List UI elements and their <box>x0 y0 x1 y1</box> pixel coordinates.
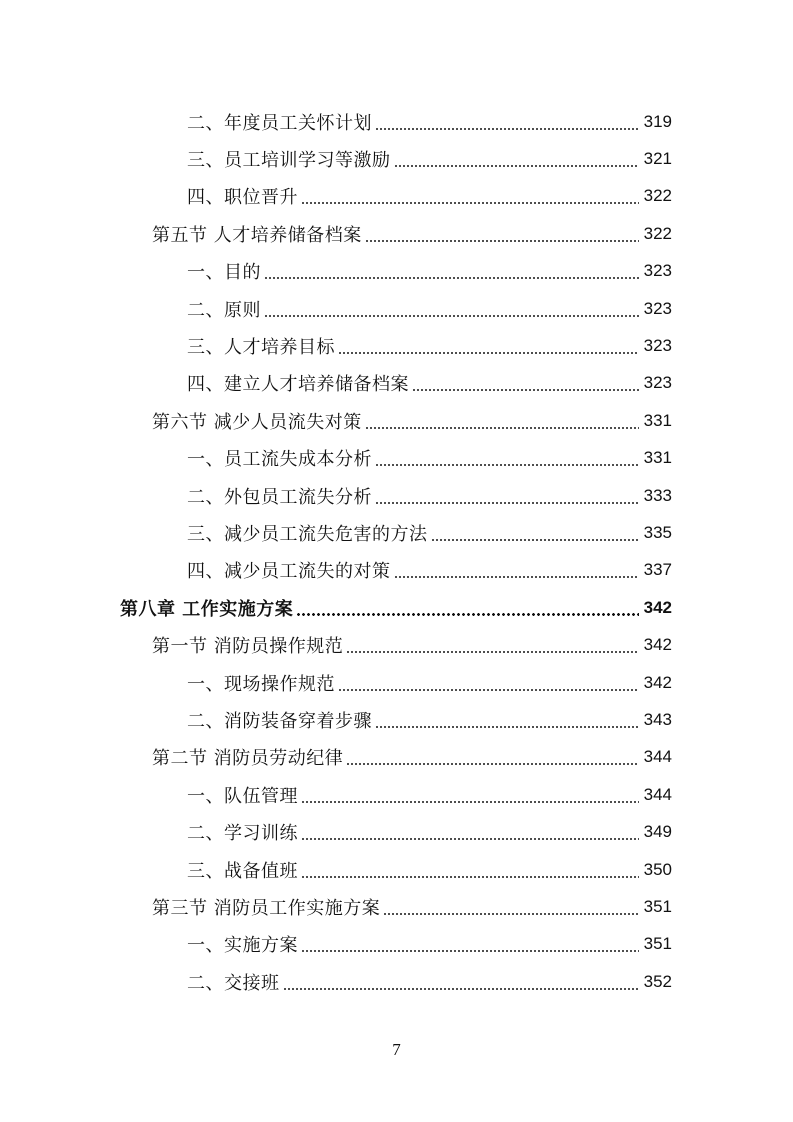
toc-dot-leader <box>338 674 639 692</box>
toc-entry-title: 二、学习训练 <box>187 823 298 845</box>
toc-subsection-entry[interactable] <box>0 178 793 215</box>
toc-dot-leader <box>283 973 640 991</box>
toc-entry-page: 331 <box>643 410 672 430</box>
toc-entry-page: 344 <box>643 784 672 804</box>
toc-entry-title: 二、消防装备穿着步骤 <box>187 710 372 732</box>
toc-entry-title: 三、员工培训学习等激励 <box>187 150 391 172</box>
toc-dot-leader <box>301 823 639 841</box>
toc-entry-page: 335 <box>643 522 672 542</box>
toc-subsection-entry[interactable] <box>0 664 793 701</box>
toc-entry-title: 一、目的 <box>187 262 261 284</box>
toc-entry-title: 第八章 工作实施方案 <box>120 598 294 620</box>
toc-entry-title: 四、建立人才培养储备档案 <box>187 374 409 396</box>
toc-entry-page: 350 <box>643 859 672 879</box>
toc-entry-title: 第六节 减少人员流失对策 <box>152 411 362 433</box>
toc-dot-leader <box>338 337 639 355</box>
toc-subsection-entry[interactable] <box>0 290 793 327</box>
toc-dot-leader <box>264 262 639 280</box>
toc-dot-leader <box>301 935 639 953</box>
toc-entry-title: 一、员工流失成本分析 <box>187 449 372 471</box>
toc-section-entry[interactable] <box>0 739 793 776</box>
toc-subsection-entry[interactable] <box>0 851 793 888</box>
toc-entry-title: 一、实施方案 <box>187 935 298 957</box>
toc-entry-title: 三、减少员工流失危害的方法 <box>187 523 428 545</box>
toc-entry-title: 四、职位晋升 <box>187 187 298 209</box>
toc-entry-title: 二、外包员工流失分析 <box>187 486 372 508</box>
toc-entry-title: 三、人才培养目标 <box>187 337 335 359</box>
toc-dot-leader <box>412 374 639 392</box>
toc-section-entry[interactable] <box>0 215 793 252</box>
toc-dot-leader <box>346 748 639 766</box>
toc-entry-title: 一、队伍管理 <box>187 785 298 807</box>
toc-entry-page: 331 <box>643 448 672 468</box>
toc-entry-page: 342 <box>643 597 672 617</box>
toc-entry-title: 第二节 消防员劳动纪律 <box>152 748 344 770</box>
toc-dot-leader <box>375 449 639 467</box>
toc-subsection-entry[interactable] <box>0 813 793 850</box>
toc-entry-page: 333 <box>643 485 672 505</box>
toc-dot-leader <box>383 898 639 916</box>
toc-entry-page: 323 <box>643 336 672 356</box>
toc-subsection-entry[interactable] <box>0 514 793 551</box>
toc-entry-title: 第一节 消防员操作规范 <box>152 636 344 658</box>
toc-dot-leader <box>264 300 639 318</box>
toc-dot-leader <box>375 487 639 505</box>
toc-section-entry[interactable] <box>0 626 793 663</box>
toc-dot-leader <box>394 150 640 168</box>
toc-subsection-entry[interactable] <box>0 327 793 364</box>
toc-subsection-entry[interactable] <box>0 776 793 813</box>
toc-subsection-entry[interactable] <box>0 103 793 140</box>
toc-entry-page: 342 <box>643 635 672 655</box>
toc-dot-leader <box>431 524 640 542</box>
toc-entry-title: 二、年度员工关怀计划 <box>187 112 372 134</box>
toc-entry-page: 323 <box>643 373 672 393</box>
toc-entry-title: 第三节 消防员工作实施方案 <box>152 897 381 919</box>
toc-section-entry[interactable] <box>0 402 793 439</box>
toc-dot-leader <box>375 711 639 729</box>
toc-entry-page: 323 <box>643 298 672 318</box>
toc-entry-page: 343 <box>643 709 672 729</box>
toc-entry-title: 第五节 人才培养储备档案 <box>152 224 362 246</box>
toc-entry-title: 一、现场操作规范 <box>187 673 335 695</box>
toc-entry-page: 319 <box>643 111 672 131</box>
toc-entry-page: 351 <box>643 896 672 916</box>
toc-subsection-entry[interactable] <box>0 477 793 514</box>
toc-entry-page: 352 <box>643 971 672 991</box>
toc-dot-leader <box>394 561 640 579</box>
toc-entry-title: 二、交接班 <box>187 972 280 994</box>
toc-dot-leader <box>301 861 639 879</box>
toc-entry-page: 351 <box>643 934 672 954</box>
toc-subsection-entry[interactable] <box>0 140 793 177</box>
toc-dot-leader <box>296 599 639 617</box>
toc-dot-leader <box>365 225 639 243</box>
toc-dot-leader <box>301 786 639 804</box>
toc-dot-leader <box>375 113 639 131</box>
toc-subsection-entry[interactable] <box>0 365 793 402</box>
toc-subsection-entry[interactable] <box>0 253 793 290</box>
toc-entry-page: 321 <box>643 149 672 169</box>
toc-entry-page: 337 <box>643 560 672 580</box>
toc-subsection-entry[interactable] <box>0 963 793 1000</box>
toc-subsection-entry[interactable] <box>0 552 793 589</box>
toc-subsection-entry[interactable] <box>0 701 793 738</box>
toc-entry-page: 344 <box>643 747 672 767</box>
toc-section-entry[interactable] <box>0 888 793 925</box>
toc-subsection-entry[interactable] <box>0 926 793 963</box>
toc-entry-page: 322 <box>643 186 672 206</box>
toc-entry-page: 342 <box>643 672 672 692</box>
toc-entry-page: 349 <box>643 822 672 842</box>
toc-entry-page: 323 <box>643 261 672 281</box>
toc-entry-title: 四、减少员工流失的对策 <box>187 561 391 583</box>
toc-entry-title: 二、原则 <box>187 299 261 321</box>
toc-subsection-entry[interactable] <box>0 440 793 477</box>
toc-chapter-entry[interactable] <box>0 589 793 626</box>
table-of-contents <box>0 103 793 1000</box>
toc-dot-leader <box>346 636 639 654</box>
toc-entry-title: 三、战备值班 <box>187 860 298 882</box>
toc-dot-leader <box>301 187 639 205</box>
toc-entry-page: 322 <box>643 223 672 243</box>
toc-dot-leader <box>365 412 639 430</box>
page-number: 7 <box>392 1040 401 1059</box>
